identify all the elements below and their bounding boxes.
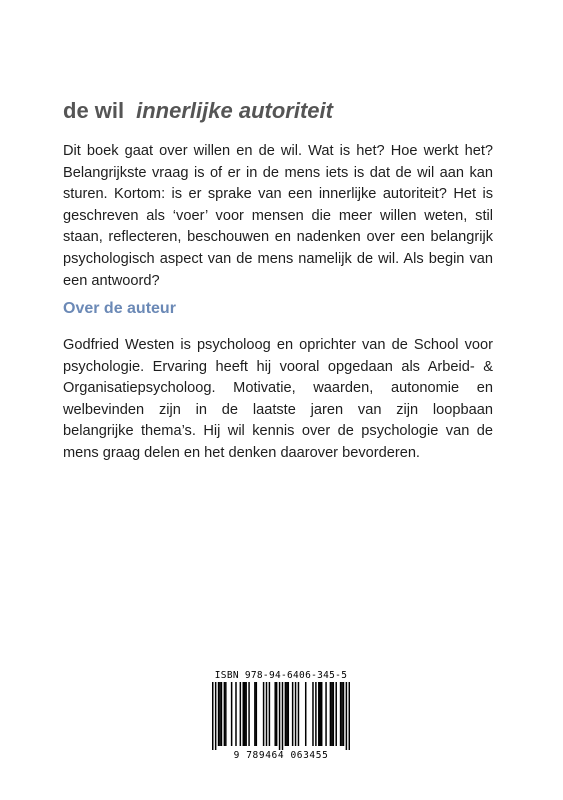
- author-bio-line: Organisatiepsycholoog. Motivatie, waarden, autonomie en: [63, 380, 493, 397]
- barcode-bar: [235, 682, 237, 746]
- barcode-bar: [266, 682, 268, 746]
- barcode-bar: [285, 682, 287, 746]
- title-part-regular: de wil: [63, 98, 125, 123]
- barcode-bar: [333, 682, 335, 746]
- author-bio: [63, 335, 493, 465]
- barcode-bar: [215, 682, 217, 750]
- author-bio-line: mens graag delen en het denken daarover bevorderen.: [63, 444, 420, 461]
- barcode-bar: [248, 682, 250, 746]
- barcode-bar: [298, 682, 300, 746]
- barcode-bar: [292, 682, 294, 746]
- barcode-bar: [340, 682, 342, 746]
- barcode-bar: [243, 682, 245, 746]
- barcode-bar: [305, 682, 307, 746]
- description-line: Dit boek gaat over willen en de wil. Wat is het? Hoe werkt het?: [63, 143, 493, 159]
- barcode-bar: [349, 682, 350, 750]
- barcode-bar: [288, 682, 290, 746]
- author-bio-line: welbevinden zijn in de laatste jaren van zijn loopbaan: [63, 401, 493, 418]
- barcode-bar: [269, 682, 271, 746]
- author-heading: Over de auteur: [63, 300, 176, 317]
- barcode-bar: [325, 682, 327, 746]
- barcode-bar: [240, 682, 242, 746]
- barcode-bar: [219, 682, 221, 746]
- isbn-label: ISBN 978-94-6406-345-5: [214, 670, 348, 681]
- book-title: [63, 98, 333, 124]
- barcode-bar: [212, 682, 214, 750]
- isbn-barcode: [212, 670, 350, 770]
- barcode-bar: [279, 682, 281, 750]
- author-bio-line: Godfried Westen is psycholoog en oprichter van de School voor: [63, 337, 493, 353]
- description-line: sturen. Kortom: is er sprake van een innerlijke autoriteit? Het is: [63, 186, 493, 203]
- barcode-bar: [319, 682, 321, 746]
- barcode-bar: [330, 682, 332, 746]
- barcode-bar: [256, 682, 258, 746]
- barcode-bar: [218, 682, 220, 746]
- barcode-bar: [331, 682, 333, 746]
- barcode-bar: [343, 682, 345, 746]
- barcode-bar: [321, 682, 323, 746]
- description-line: een antwoord?: [63, 272, 160, 289]
- barcode-bar: [341, 682, 343, 746]
- barcode-bar: [245, 682, 247, 746]
- author-bio-line: psychologie. Ervaring heeft hij vooral opgedaan als Arbeid- &: [63, 358, 493, 375]
- barcode-bar: [315, 682, 317, 746]
- barcode-bar: [263, 682, 265, 746]
- barcode-bar: [295, 682, 297, 746]
- description-line: staan, reflecteren, beschouwen en nadenken over een belangrijk: [63, 229, 493, 246]
- description-line: Belangrijkste vraag is of er in de mens iets is dat de wil aan kan: [63, 164, 493, 181]
- barcode-bar: [225, 682, 227, 746]
- barcode-bar: [254, 682, 256, 746]
- barcode-bars: [212, 682, 350, 750]
- barcode-bar: [335, 682, 337, 746]
- description-line: geschreven als ‘voer’ voor mensen die meer willen weten, stil: [63, 207, 493, 224]
- barcode-bar: [221, 682, 223, 746]
- description-line: psychologisch aspect van de mens namelijk de wil. Als begin van: [63, 250, 493, 267]
- barcode-bar: [224, 682, 226, 746]
- barcode-bar: [282, 682, 284, 750]
- title-part-italic: innerlijke autoriteit: [136, 98, 333, 123]
- barcode-bar: [318, 682, 320, 746]
- barcode-bar: [244, 682, 246, 746]
- barcode-bar: [346, 682, 348, 750]
- barcode-digits: 9 789464 063455: [233, 750, 329, 761]
- barcode-bar: [276, 682, 278, 746]
- barcode-bar: [312, 682, 314, 746]
- author-bio-line: belangrijke thema’s. Hij wil kennis over de psychologie van de: [63, 423, 493, 440]
- barcode-bar: [274, 682, 276, 746]
- barcode-bar: [231, 682, 233, 746]
- barcode-bar: [286, 682, 288, 746]
- book-description: [63, 141, 493, 292]
